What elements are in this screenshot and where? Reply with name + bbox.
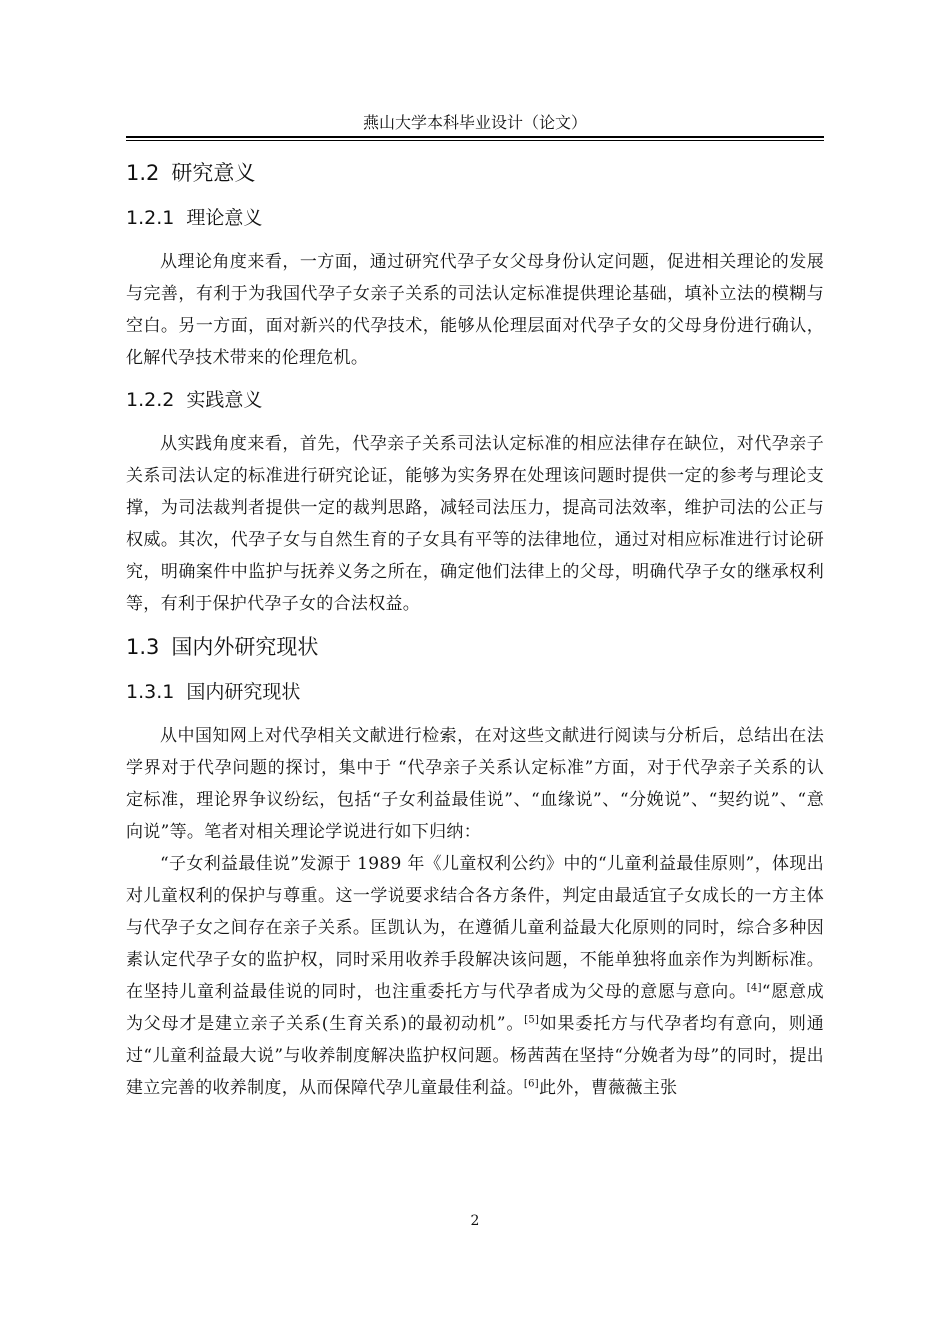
paragraph-theory: 从理论角度来看，一方面，通过研究代孕子女父母身份认定问题，促进相关理论的发展与完善，有利于为我国代孕子女亲子关系的司法认定标准提供理论基础，填补立法的模糊与空白。另一方面，面对新兴的代孕技术，能够从伦理层面对代孕子女的父母身份进行确认，化解代孕技术带来的伦理危机。 — [126, 252, 824, 368]
text-run: 如果委托方与代孕者均有意向，则通过“儿童利益最大说”与收养制度解决监护权问题。杨茜茜在坚持“分娩者为母”的同时，提出建立完善的收养制度，从而保障代孕儿童最佳利益。 — [126, 1014, 824, 1098]
running-header: 燕山大学本科毕业设计（论文） — [362, 113, 587, 132]
text-run: “愿意成为父母才是建立亲子关系(生育关系)的最初动机”。 — [126, 982, 824, 1034]
section-heading-1-3 — [126, 632, 824, 662]
section-heading-1-2 — [126, 158, 824, 188]
subsection-title: 国内研究现状 — [186, 681, 301, 703]
section-title: 国内外研究现状 — [171, 635, 319, 659]
subsection-number: 1.2.2 — [126, 389, 175, 411]
citation-ref: [6] — [523, 1078, 539, 1090]
citation-ref: [5] — [524, 1014, 540, 1026]
paragraph-practice: 从实践角度来看，首先，代孕亲子关系司法认定标准的相应法律存在缺位，对代孕亲子关系司法认定的标准进行研究论证，能够为实务界在处理该问题时提供一定的参考与理论支撑，为司法裁判者提供一定的裁判思路，减轻司法压力，提高司法效率，维护司法的公正与权威。其次，代孕子女与自然生育的子女具有平等的法律地位，通过对相应标准进行讨论研究，明确案件中监护与抚养义务之所在，确定他们法律上的父母，明确代孕子女的继承权利等，有利于保护代孕子女的合法权益。 — [126, 434, 824, 614]
section-number: 1.2 — [126, 161, 160, 185]
section-number: 1.3 — [126, 635, 160, 659]
subsection-number: 1.3.1 — [126, 681, 175, 703]
subsection-title: 理论意义 — [186, 207, 263, 229]
paragraph-domestic-research: 从中国知网上对代孕相关文献进行检索，在对这些文献进行阅读与分析后，总结出在法学界对于代孕问题的探讨，集中于 “代孕亲子关系认定标准”方面，对于代孕亲子关系的认定标准，理论界争议纷纭，包括“子女利益最佳说”、“血缘说”、“分娩说”、“契约说”、“意向说”等。笔者对相关理论学说进行如下归纳： — [126, 726, 824, 842]
subsection-heading-1-2-1 — [126, 204, 824, 232]
text-run: 此外，曹薇薇主张 — [538, 1078, 678, 1098]
subsection-number: 1.2.1 — [126, 207, 175, 229]
subsection-heading-1-2-2 — [126, 386, 824, 414]
page-number: 2 — [470, 1213, 480, 1229]
subsection-title: 实践意义 — [186, 389, 263, 411]
paragraph-best-interest — [126, 848, 824, 1104]
subsection-heading-1-3-1 — [126, 678, 824, 706]
header-rule — [126, 136, 824, 138]
page-body — [126, 150, 824, 1104]
header-rule-thin — [126, 140, 824, 141]
citation-ref: [4] — [746, 982, 762, 994]
section-title: 研究意义 — [171, 161, 256, 185]
text-run: “子女利益最佳说”发源于 1989 年《儿童权利公约》中的“儿童利益最佳原则”，体现出对儿童权利的保护与尊重。这一学说要求结合各方条件，判定由最适宜子女成长的一方主体与代孕子女之间存在亲子关系。匡凯认为，在遵循儿童利益最大化原则的同时，综合多种因素认定代孕子女的监护权，同时采用收养手段解决该问题，不能单独将血亲作为判断标准。在坚持儿童利益最佳说的同时，也注重委托方与代孕者成为父母的意愿与意向。 — [126, 854, 824, 1002]
